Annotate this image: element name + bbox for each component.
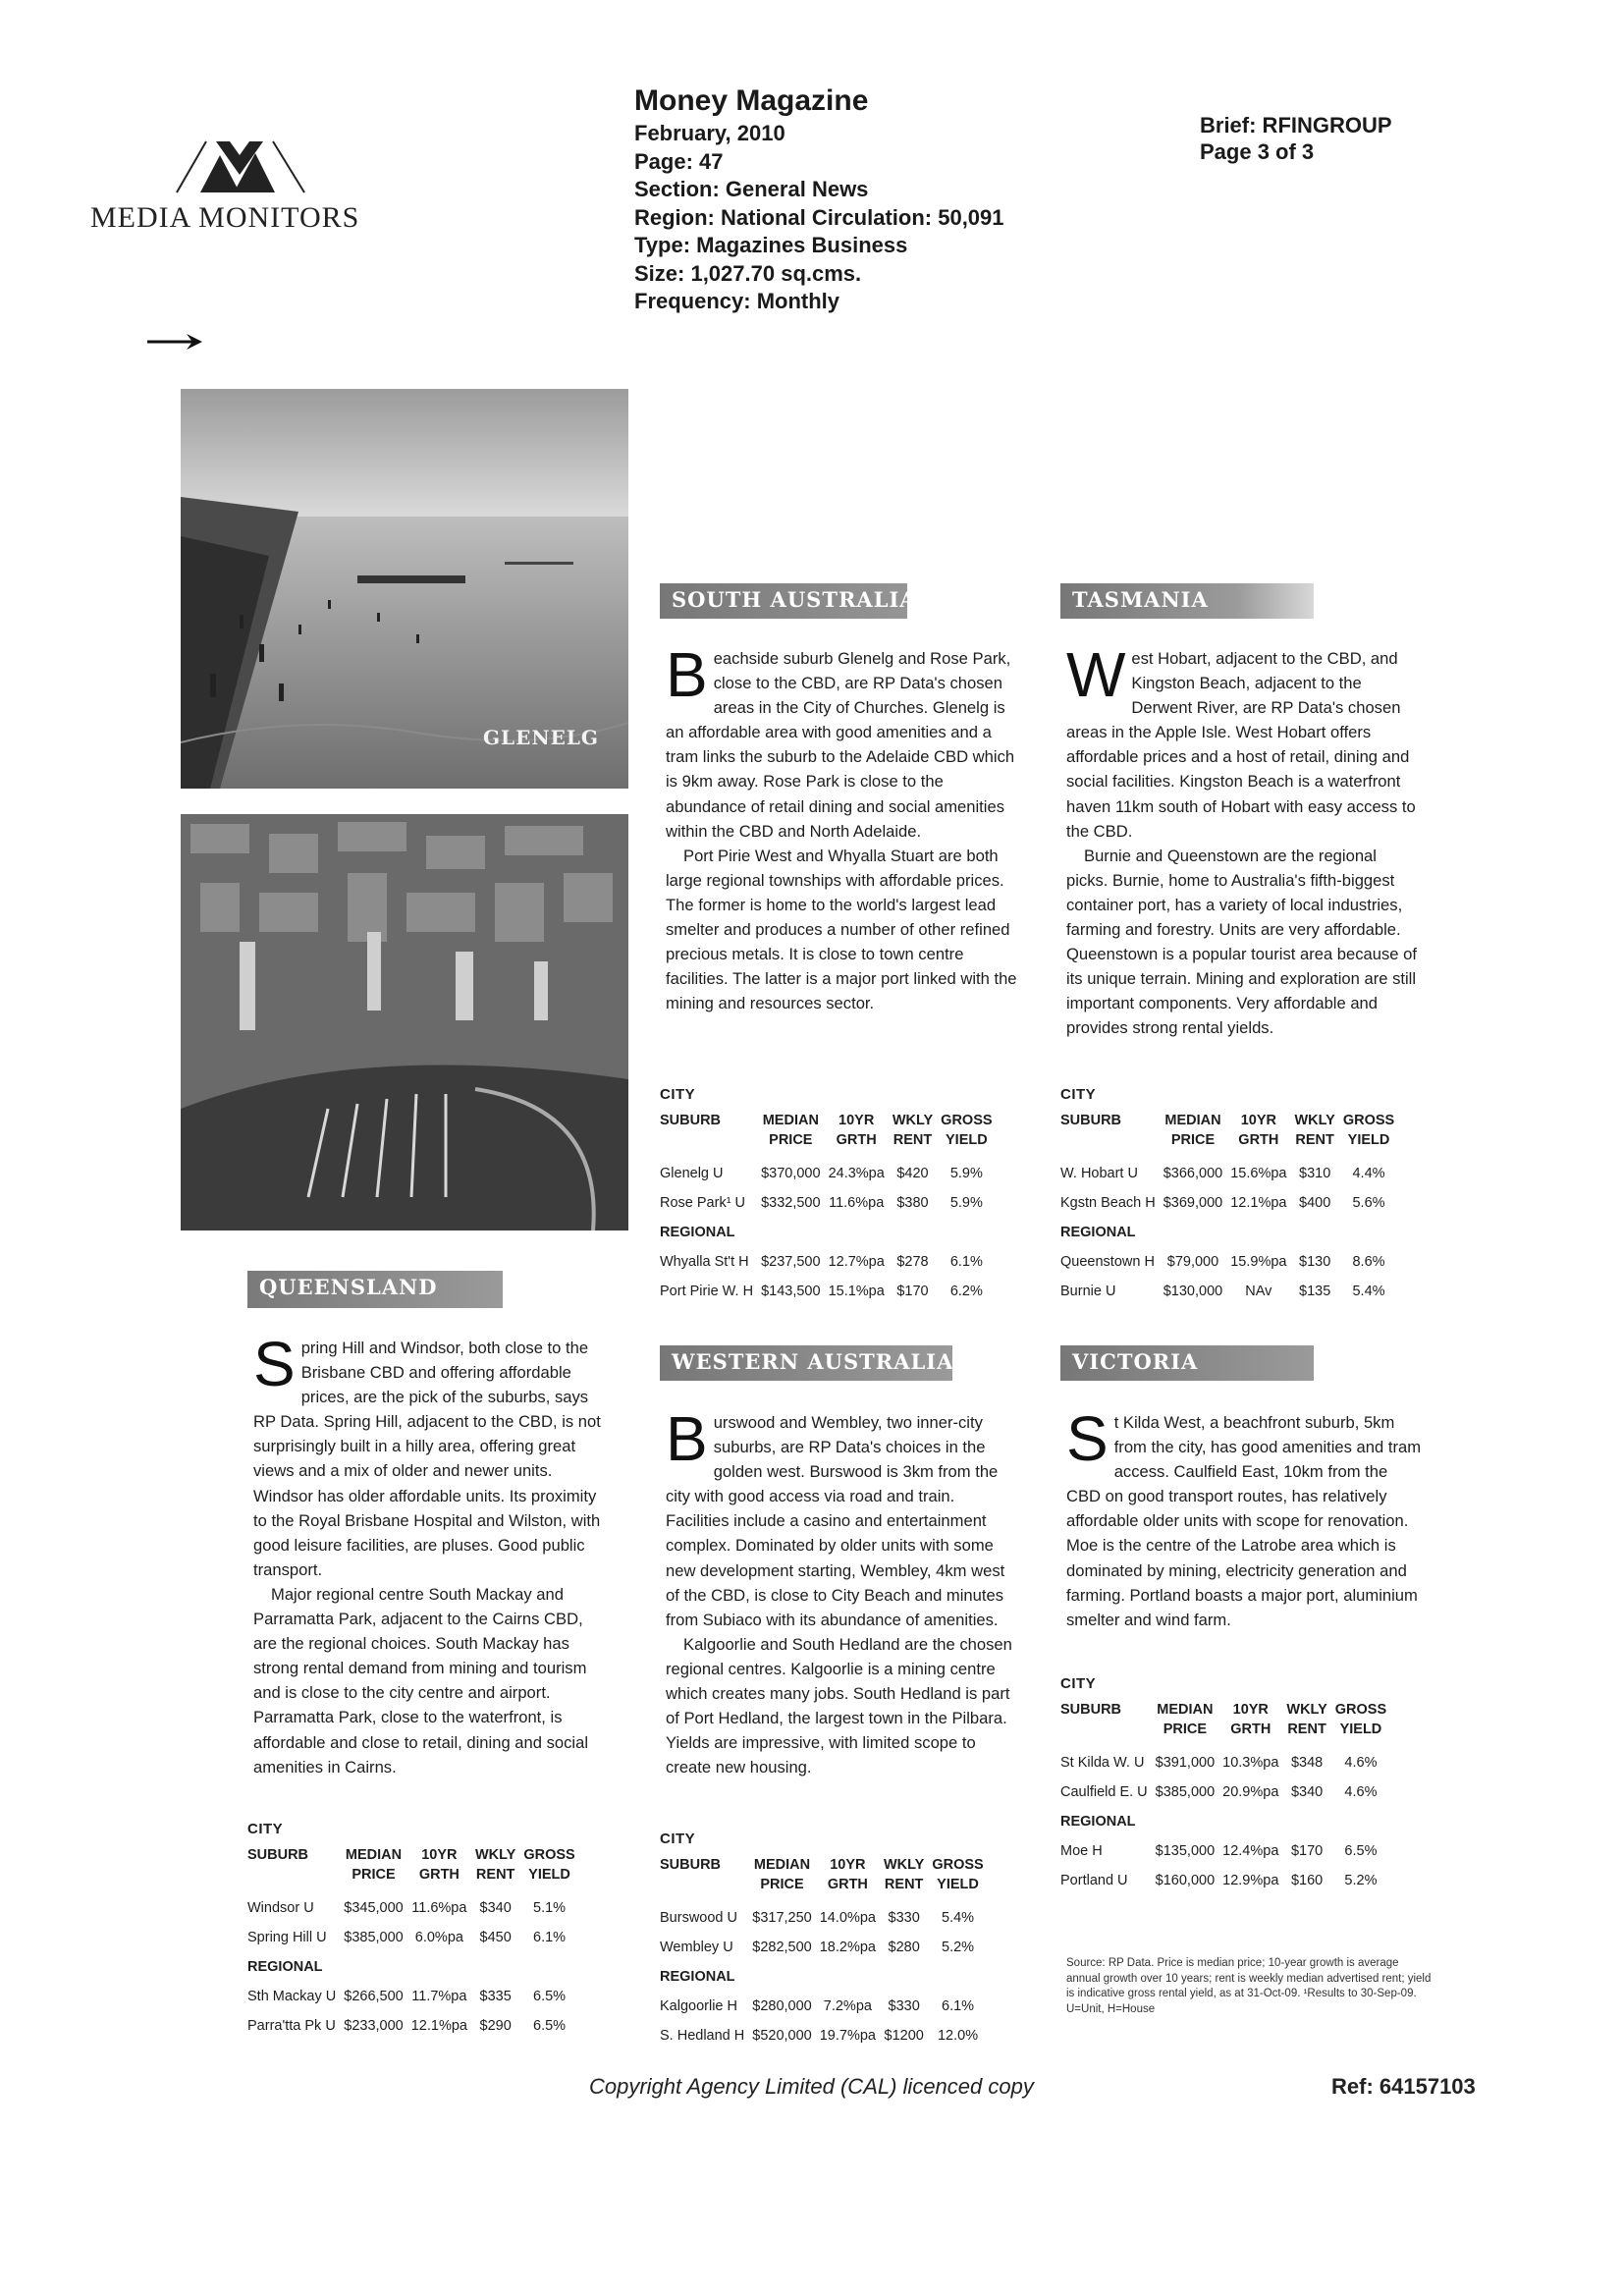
table-row: Glenelg U $370,000 24.3%pa $420 5.9% bbox=[660, 1166, 983, 1181]
section-banner-queensland: QUEENSLAND bbox=[247, 1271, 503, 1308]
col-10yr-growth: 10YR GRTH bbox=[827, 1857, 868, 1892]
section-banner-tasmania: TASMANIA bbox=[1060, 583, 1314, 619]
photo-caption-glenelg: GLENELG bbox=[482, 726, 599, 749]
table-row: Parra'tta Pk U $233,000 12.1%pa $290 6.5% bbox=[247, 2018, 567, 2034]
col-median-price: MEDIAN PRICE bbox=[762, 1113, 819, 1148]
table-row: Spring Hill U $385,000 6.0%pa $450 6.1% bbox=[247, 1930, 567, 1945]
col-10yr-growth: 10YR GRTH bbox=[1230, 1702, 1271, 1737]
table-caption-city: CITY bbox=[1060, 1086, 1097, 1103]
table-row: Whyalla St't H $237,500 12.7%pa $278 6.1% bbox=[660, 1254, 983, 1270]
table-row: Wembley U $282,500 18.2%pa $280 5.2% bbox=[660, 1940, 975, 1955]
col-gross-yield: GROSS YIELD bbox=[523, 1847, 575, 1883]
col-gross-yield: GROSS YIELD bbox=[941, 1113, 993, 1148]
article-paragraph: Burnie and Queenstown are the regional picks. Burnie, home to Australia's fifth-biggest container port, has a variety of local industries, farming and forestry. Units are very affordable. Queenstown is a popular tourist area because of its unique terrain. Mining and exploration are still important components. Very affordable and provides strong rental yields. bbox=[1066, 846, 1417, 1038]
table-row: Kalgoorlie H $280,000 7.2%pa $330 6.1% bbox=[660, 1998, 975, 2014]
media-monitors-logo-mark bbox=[167, 136, 314, 196]
table-row: Kgstn Beach H $369,000 12.1%pa $400 5.6% bbox=[1060, 1195, 1385, 1211]
dropcap: B bbox=[666, 639, 708, 710]
brief-info bbox=[1200, 112, 1392, 165]
publication-frequency: Frequency: Monthly bbox=[634, 289, 840, 313]
article-victoria bbox=[1066, 1403, 1422, 1632]
col-weekly-rent: WKLY RENT bbox=[1286, 1702, 1327, 1737]
section-banner-victoria: VICTORIA bbox=[1060, 1345, 1314, 1381]
table-row: Burnie U $130,000 NAv $135 5.4% bbox=[1060, 1284, 1385, 1299]
article-paragraph: Kalgoorlie and South Hedland are the chosen regional centres. Kalgoorlie is a mining centre which creates many jobs. South Hedland is part of Port Hedland, the largest town in the Pilbara. Yields are impressive, with limited scope to create new housing. bbox=[666, 1634, 1012, 1777]
table-western-australia bbox=[660, 1831, 988, 2051]
table-row: Burswood U $317,250 14.0%pa $330 5.4% bbox=[660, 1910, 975, 1926]
article-paragraph: est Hobart, adjacent to the CBD, and Kingston Beach, adjacent to the Derwent River, are RP Data's chosen areas in the Apple Isle. West Hobart offers affordable prices and a host of retail, dining and social facilities. Kingston Beach is a waterfront haven 11km south of Hobart with easy access to the CBD. bbox=[1066, 649, 1416, 841]
col-median-price: MEDIAN PRICE bbox=[753, 1857, 811, 1892]
table-subheading-regional: REGIONAL bbox=[1060, 1225, 1136, 1240]
article-paragraph: pring Hill and Windsor, both close to the Brisbane CBD and offering affordable prices, are the pick of the suburbs, says RP Data. Spring Hill, adjacent to the CBD, is not surprisingly built in a hilly area, offering great views and a mix of older and newer units. Windsor has older affordable units. Its proximity to the Royal Brisbane Hospital and Wilston, with good leisure facilities, are pluses. Good public transport. bbox=[253, 1339, 601, 1579]
table-subheading-regional: REGIONAL bbox=[660, 1969, 735, 1985]
col-gross-yield: GROSS YIELD bbox=[1334, 1702, 1387, 1737]
table-row: Rose Park¹ U $332,500 11.6%pa $380 5.9% bbox=[660, 1195, 983, 1211]
table-caption-city: CITY bbox=[660, 1086, 696, 1103]
article-queensland bbox=[253, 1329, 609, 1779]
table-row: Caulfield E. U $385,000 20.9%pa $340 4.6% bbox=[1060, 1784, 1378, 1800]
page-number: Page: 47 bbox=[634, 148, 724, 174]
col-suburb: SUBURB bbox=[660, 1113, 722, 1128]
col-median-price: MEDIAN PRICE bbox=[1164, 1113, 1221, 1148]
reference-number: Ref: 64157103 bbox=[1331, 2074, 1476, 2099]
article-paragraph: eachside suburb Glenelg and Rose Park, close to the CBD, are RP Data's chosen areas in the City of Churches. Glenelg is an affordable area with good amenities and a tram links the suburb to the Adelaide CBD which is 9km away. Rose Park is close to the abundance of retail dining and social amenities within the CBD and North Adelaide. bbox=[666, 649, 1015, 841]
col-suburb: SUBURB bbox=[660, 1857, 722, 1873]
publication-type: Type: Magazines Business bbox=[634, 233, 908, 257]
table-south-australia bbox=[660, 1086, 997, 1307]
article-south-australia bbox=[666, 639, 1021, 1015]
dropcap: S bbox=[1066, 1403, 1109, 1474]
table-subheading-regional: REGIONAL bbox=[247, 1959, 323, 1975]
col-suburb: SUBURB bbox=[247, 1847, 309, 1863]
article-size: Size: 1,027.70 sq.cms. bbox=[634, 260, 862, 286]
col-gross-yield: GROSS YIELD bbox=[1342, 1113, 1395, 1148]
col-suburb: SUBURB bbox=[1060, 1113, 1122, 1128]
table-row: Portland U $160,000 12.9%pa $160 5.2% bbox=[1060, 1873, 1378, 1888]
article-paragraph: urswood and Wembley, two inner-city suburbs, are RP Data's choices in the golden west. Burswood is 3km from the city with good access via road and train. Facilities include a casino and entertainment complex. Dominated by older units with some new development starting, Wembley, 4km west of the CBD, is close to City Beach and minutes from Subiaco with its abundance of amenities. bbox=[666, 1413, 1005, 1629]
table-caption-city: CITY bbox=[660, 1831, 696, 1847]
table-tasmania bbox=[1060, 1086, 1398, 1307]
table-row: Port Pirie W. H $143,500 15.1%pa $170 6.2% bbox=[660, 1284, 983, 1299]
table-queensland bbox=[247, 1821, 579, 2042]
page-of: Page 3 of 3 bbox=[1200, 139, 1315, 164]
col-10yr-growth: 10YR GRTH bbox=[418, 1847, 460, 1883]
col-weekly-rent: WKLY RENT bbox=[883, 1857, 925, 1892]
col-suburb: SUBURB bbox=[1060, 1702, 1122, 1718]
aerial-marina-photo bbox=[181, 814, 628, 1230]
publication-meta bbox=[634, 82, 1004, 316]
source-note: Source: RP Data. Price is median price; 10-year growth is average annual growth over 10 years; rent is weekly median advertised rent; yield is indicative gross rental yield, as at 31-Oct-09. ¹Results to 30-Sep-09. U=Unit, H=House bbox=[1066, 1957, 1432, 2015]
media-monitors-logo bbox=[90, 136, 385, 235]
col-10yr-growth: 10YR GRTH bbox=[1238, 1113, 1279, 1148]
table-victoria bbox=[1060, 1675, 1390, 1896]
col-10yr-growth: 10YR GRTH bbox=[836, 1113, 877, 1148]
table-subheading-regional: REGIONAL bbox=[1060, 1814, 1136, 1830]
article-western-australia bbox=[666, 1403, 1021, 1779]
dropcap: W bbox=[1066, 639, 1126, 710]
col-weekly-rent: WKLY RENT bbox=[892, 1113, 934, 1148]
col-median-price: MEDIAN PRICE bbox=[345, 1847, 403, 1883]
table-row: Sth Mackay U $266,500 11.7%pa $335 6.5% bbox=[247, 1989, 567, 2004]
table-row: St Kilda W. U $391,000 10.3%pa $348 4.6% bbox=[1060, 1755, 1378, 1771]
article-paragraph: Port Pirie West and Whyalla Stuart are both large regional townships with affordable prices. The former is home to the world's largest lead smelter and produces a number of other refined precious metals. It is close to town centre facilities. The latter is a major port linked with the mining and resources sector. bbox=[666, 846, 1017, 1013]
table-row: Queenstown H $79,000 15.9%pa $130 8.6% bbox=[1060, 1254, 1385, 1270]
publication-name: Money Magazine bbox=[634, 84, 869, 117]
glenelg-beach-photo bbox=[181, 389, 628, 789]
col-weekly-rent: WKLY RENT bbox=[1294, 1113, 1335, 1148]
col-weekly-rent: WKLY RENT bbox=[474, 1847, 516, 1883]
logo-text: MEDIA MONITORS bbox=[90, 201, 360, 234]
region-circulation: Region: National Circulation: 50,091 bbox=[634, 204, 1004, 230]
brief-code: Brief: RFINGROUP bbox=[1200, 113, 1392, 137]
col-median-price: MEDIAN PRICE bbox=[1157, 1702, 1214, 1737]
section-banner-western-australia: WESTERN AUSTRALIA bbox=[660, 1345, 952, 1381]
publication-date: February, 2010 bbox=[634, 121, 785, 145]
dropcap: B bbox=[666, 1403, 708, 1474]
table-row: Moe H $135,000 12.4%pa $170 6.5% bbox=[1060, 1843, 1378, 1859]
section-label: Section: General News bbox=[634, 177, 869, 201]
arrow-right-icon bbox=[147, 332, 202, 352]
article-paragraph: t Kilda West, a beachfront suburb, 5km from the city, has good amenities and tram access. Caulfield East, 10km from the CBD on good transport routes, has relatively affordable older units with scope for renovation. Moe is the centre of the Latrobe area which is dominated by mining, electricity generation and farming. Portland boasts a major port, aluminium smelter and wind farm. bbox=[1066, 1413, 1422, 1629]
article-paragraph: Major regional centre South Mackay and Parramatta Park, adjacent to the Cairns CBD, are the regional choices. South Mackay has strong rental demand from mining and tourism and is close to the city centre and airport. Parramatta Park, close to the waterfront, is affordable and close to retail, dining and social amenities in Cairns. bbox=[253, 1584, 589, 1777]
copyright-notice: Copyright Agency Limited (CAL) licenced copy bbox=[589, 2074, 1034, 2099]
article-tasmania bbox=[1066, 639, 1422, 1041]
table-caption-city: CITY bbox=[247, 1821, 284, 1837]
col-gross-yield: GROSS YIELD bbox=[932, 1857, 984, 1892]
dropcap: S bbox=[253, 1329, 296, 1399]
table-row: W. Hobart U $366,000 15.6%pa $310 4.4% bbox=[1060, 1166, 1385, 1181]
table-row: Windsor U $345,000 11.6%pa $340 5.1% bbox=[247, 1900, 567, 1916]
table-caption-city: CITY bbox=[1060, 1675, 1097, 1692]
table-row: S. Hedland H $520,000 19.7%pa $1200 12.0% bbox=[660, 2028, 979, 2044]
table-subheading-regional: REGIONAL bbox=[660, 1225, 735, 1240]
section-banner-south-australia: SOUTH AUSTRALIA bbox=[660, 583, 907, 619]
